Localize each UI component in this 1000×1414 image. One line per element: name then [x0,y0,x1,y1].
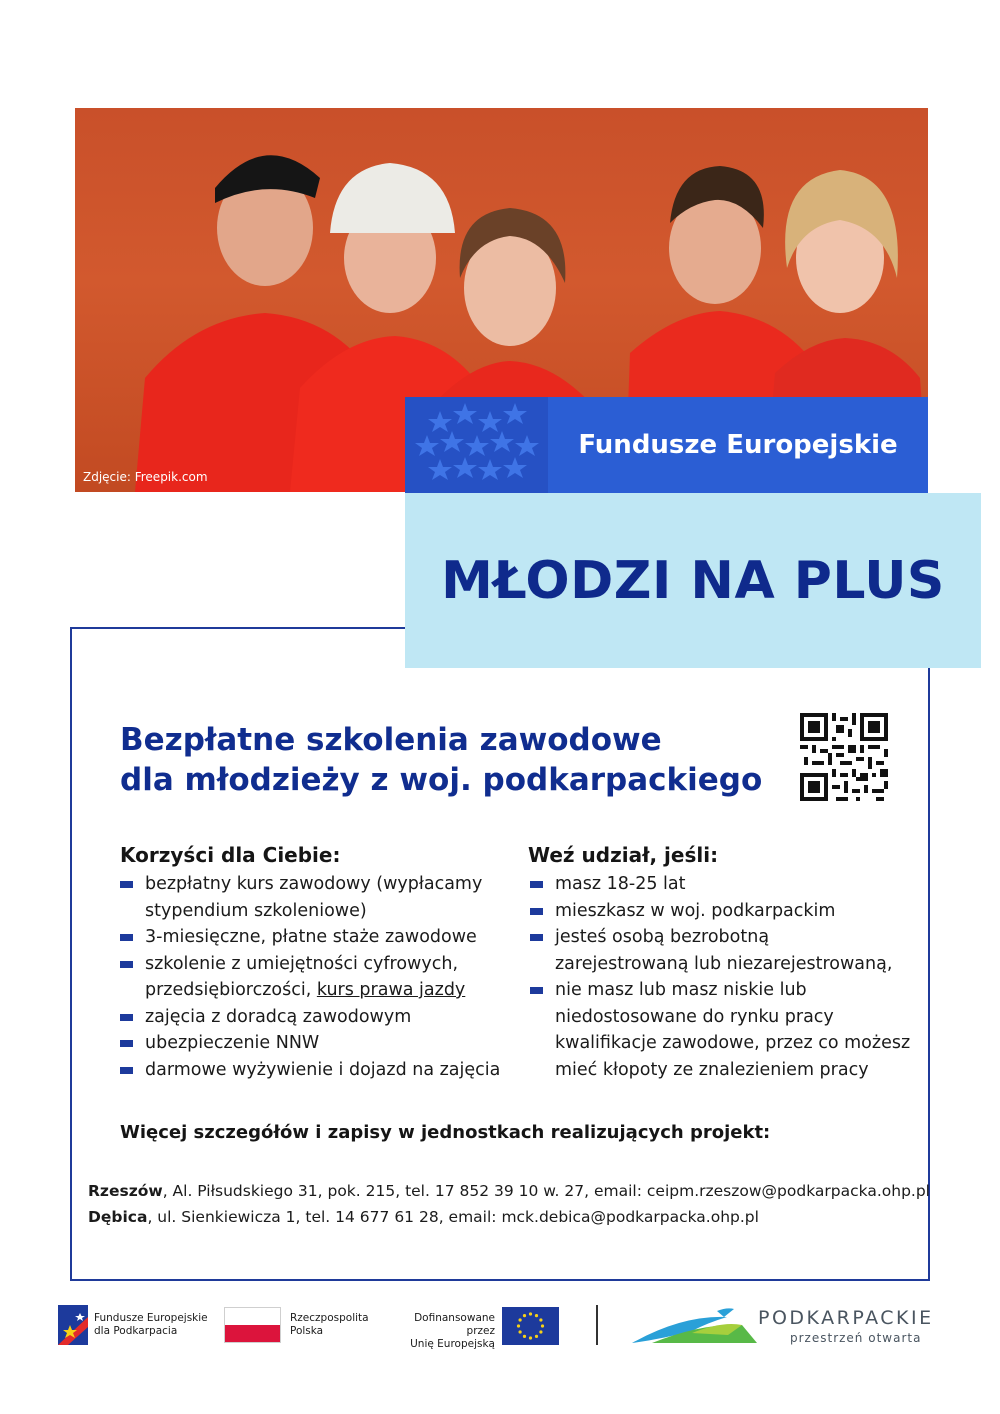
list-item: darmowe wyżywienie i dojazd na zajęcia [120,1057,510,1084]
headline-line-1: Bezpłatne szkolenia zawodowe [120,722,662,758]
headline-line-2: dla młodzieży z woj. podkarpackiego [120,762,763,798]
location-rzeszow: Rzeszów, Al. Piłsudskiego 31, pok. 215, tel. 17 852 39 10 w. 27, email: ceipm.rzeszow@podkarpacka.ohp.pl [88,1182,930,1200]
list-item: jesteś osobą bezrobotną zarejestrowaną lub niezarejestrowaną, [530,924,925,977]
eu-flag-icon [502,1307,559,1345]
footer-logos [0,1295,1000,1365]
eu-cofunding-text: Dofinansowane przez Unię Europejską [410,1312,495,1350]
bullet-icon [120,1014,133,1021]
eligibility-title: Weź udział, jeśli: [528,843,719,867]
poland-logo-text: Rzeczpospolita Polska [290,1312,369,1337]
eu-funds-logo-text: Fundusze Europejskie dla Podkarpacia [94,1312,208,1337]
bullet-icon [120,934,133,941]
benefits-title: Korzyści dla Ciebie: [120,843,341,867]
benefits-list [120,871,510,1083]
bullet-icon [530,934,543,941]
photo-credit: Zdjęcie: Freepik.com [83,470,208,484]
bullet-icon [530,987,543,994]
region-name: PODKARPACKIE [758,1307,934,1329]
region-tagline: przestrzeń otwarta [790,1331,922,1345]
list-item: nie masz lub masz niskie lub niedostosowane do rynku pracy kwalifikacje zawodowe, przez co możesz mieć kłopoty ze znalezieniem pracy [530,977,925,1083]
podkarpackie-logo-icon [632,1305,762,1345]
list-item: masz 18-25 lat [530,871,925,898]
bullet-icon [120,1040,133,1047]
title-box [405,493,981,668]
more-info-heading: Więcej szczegółów i zapisy w jednostkach realizujących projekt: [120,1122,771,1143]
list-item: ubezpieczenie NNW [120,1030,510,1057]
list-item: 3-miesięczne, płatne staże zawodowe [120,924,510,951]
list-item: szkolenie z umiejętności cyfrowych, przedsiębiorczości, kurs prawa jazdy [120,951,510,1004]
list-item: mieszkasz w woj. podkarpackim [530,898,925,925]
program-name: Fundusze Europejskie [578,430,898,460]
list-item: zajęcia z doradcą zawodowym [120,1004,510,1031]
bullet-icon [120,961,133,968]
qr-code-icon[interactable] [800,713,888,801]
poland-flag-icon [224,1307,281,1343]
eu-funds-logo-icon [58,1305,88,1345]
driving-license-link[interactable]: kurs prawa jazdy [316,980,466,1000]
eu-funds-banner [405,397,928,493]
stars-pattern-icon [405,397,548,493]
list-item: bezpłatny kurs zawodowy (wypłacamy stypendium szkoleniowe) [120,871,510,924]
location-debica: Dębica, ul. Sienkiewicza 1, tel. 14 677 61 28, email: mck.debica@podkarpacka.ohp.pl [88,1208,759,1226]
bullet-icon [530,881,543,888]
bullet-icon [530,908,543,915]
eligibility-list [530,871,925,1083]
logo-divider [596,1305,598,1345]
page-title: MŁODZI NA PLUS [441,550,945,611]
headline [120,720,780,800]
bullet-icon [120,1067,133,1074]
bullet-icon [120,881,133,888]
